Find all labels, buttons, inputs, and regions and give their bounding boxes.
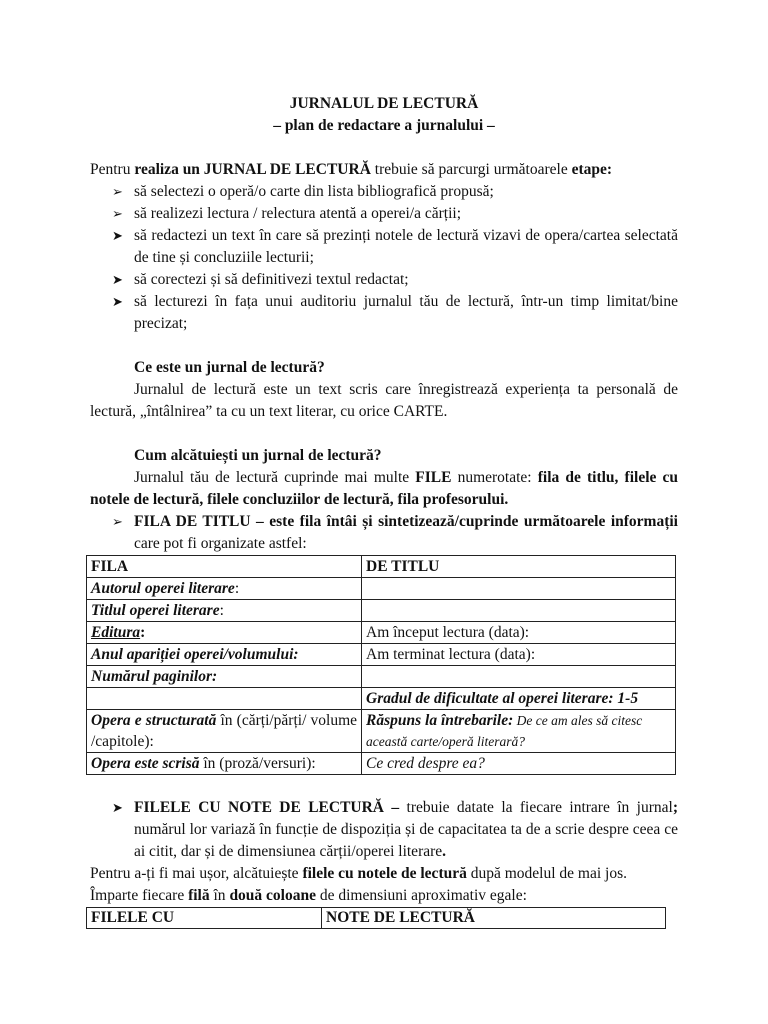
arrow-bullet-icon: ➢ [112, 206, 123, 221]
list-item: ➢ FILA DE TITLU – este fila întâi și sintetizează/cuprinde următoarele informații care pot fi organizate astfel: [112, 513, 678, 552]
table-cell: Autorul operei literare: [87, 578, 362, 600]
table-row [87, 556, 676, 578]
table-cell [362, 666, 676, 688]
arrow-bullet-icon: ➢ [112, 514, 123, 529]
table-cell: Răspuns la întrebarile: De ce am ales să citesc această carte/operă literară? [362, 710, 676, 753]
table-header-cell: NOTE DE LECTURĂ [322, 908, 666, 929]
table-cell: Titlul operei literare: [87, 600, 362, 622]
arrow-bullet-icon: ➢ [112, 184, 123, 199]
document-title: JURNALUL DE LECTURĂ [289, 95, 479, 112]
steps-list [90, 181, 678, 335]
table-cell [362, 578, 676, 600]
table-row [87, 600, 676, 622]
model-paragraph: Pentru a-ți fi mai ușor, alcătuiește filele cu notele de lectură după modelul de mai jos. [90, 865, 627, 882]
arrow-bullet-icon: ➤ [112, 228, 123, 243]
document-subtitle: – plan de redactare a jurnalului – [273, 117, 495, 134]
list-item: ➤ să redactezi un text în care să prezinți notele de lectură vizavi de opera/cartea selectată de tine și concluziile lecturii; [112, 227, 678, 266]
table-row [87, 644, 676, 666]
list-item: ➢ să realizezi lectura / relectura atentă a operei/a cărții; [90, 203, 678, 225]
table-cell: Am început lectura (data): [362, 622, 676, 644]
table-cell: Opera este scrisă în (proză/versuri): [87, 753, 362, 775]
filele-note-list [90, 797, 678, 863]
table-row [87, 666, 676, 688]
table-cell: Opera e structurată în (cărți/părți/ volume /capitole): [87, 710, 362, 753]
table-cell: Ce cred despre ea? [362, 753, 676, 775]
table-cell: Gradul de dificultate al operei literare: 1-5 [362, 688, 676, 710]
table-row [87, 908, 666, 929]
table-cell: Editura: [87, 622, 362, 644]
title-page-table [86, 555, 676, 775]
table-cell: Anul apariției operei/volumului: [87, 644, 362, 666]
section-paragraph: Jurnalul tău de lectură cuprinde mai multe FILE numerotate: fila de titlu, filele cu notele de lectură, filele concluziilor de lectură, fila profesorului. [90, 469, 679, 508]
table-cell: Am terminat lectura (data): [362, 644, 676, 666]
table-row [87, 753, 676, 775]
table-row [87, 710, 676, 753]
arrow-bullet-icon: ➤ [112, 272, 123, 287]
arrow-bullet-icon: ➤ [112, 800, 123, 815]
fila-titlu-list [90, 511, 678, 555]
table-header-cell: FILA [87, 556, 362, 578]
list-item: ➤ FILELE CU NOTE DE LECTURĂ – trebuie datate la fiecare intrare în jurnal; numărul lor variază în funcție de dispoziția și de capacitatea ta de a scrie despre ceea ce ai citit, dar și de dimensiunea cărții/operei literare. [112, 799, 678, 860]
table-cell [87, 688, 362, 710]
table-row [87, 688, 676, 710]
section-paragraph: Jurnalul de lectură este un text scris care înregistrează experiența ta personală de lectură, „întâlnirea” ta cu un text literar, cu orice CARTE. [90, 381, 678, 420]
list-item: ➤ să corectezi și să definitivezi textul redactat; [90, 269, 678, 291]
document-page [90, 93, 678, 929]
list-item: ➤ să lecturezi în fața unui auditoriu jurnalul tău de lectură, într-un timp limitat/bine precizat; [112, 293, 678, 332]
table-header-cell: DE TITLU [362, 556, 676, 578]
table-cell: Numărul paginilor: [87, 666, 362, 688]
table-row [87, 578, 676, 600]
arrow-bullet-icon: ➤ [112, 294, 123, 309]
list-item: ➢ să selectezi o operă/o carte din lista bibliografică propusă; [90, 181, 678, 203]
table-row [87, 622, 676, 644]
table-header-cell: FILELE CU [87, 908, 322, 929]
section-heading: Ce este un jurnal de lectură? [134, 359, 325, 376]
reading-notes-table [86, 907, 666, 929]
intro-paragraph: Pentru realiza un JURNAL DE LECTURĂ trebuie să parcurgi următoarele etape: [90, 161, 613, 178]
section-heading: Cum alcătuiești un jurnal de lectură? [134, 447, 382, 464]
table-cell [362, 600, 676, 622]
split-paragraph: Împarte fiecare filă în două coloane de dimensiuni aproximativ egale: [90, 887, 527, 904]
